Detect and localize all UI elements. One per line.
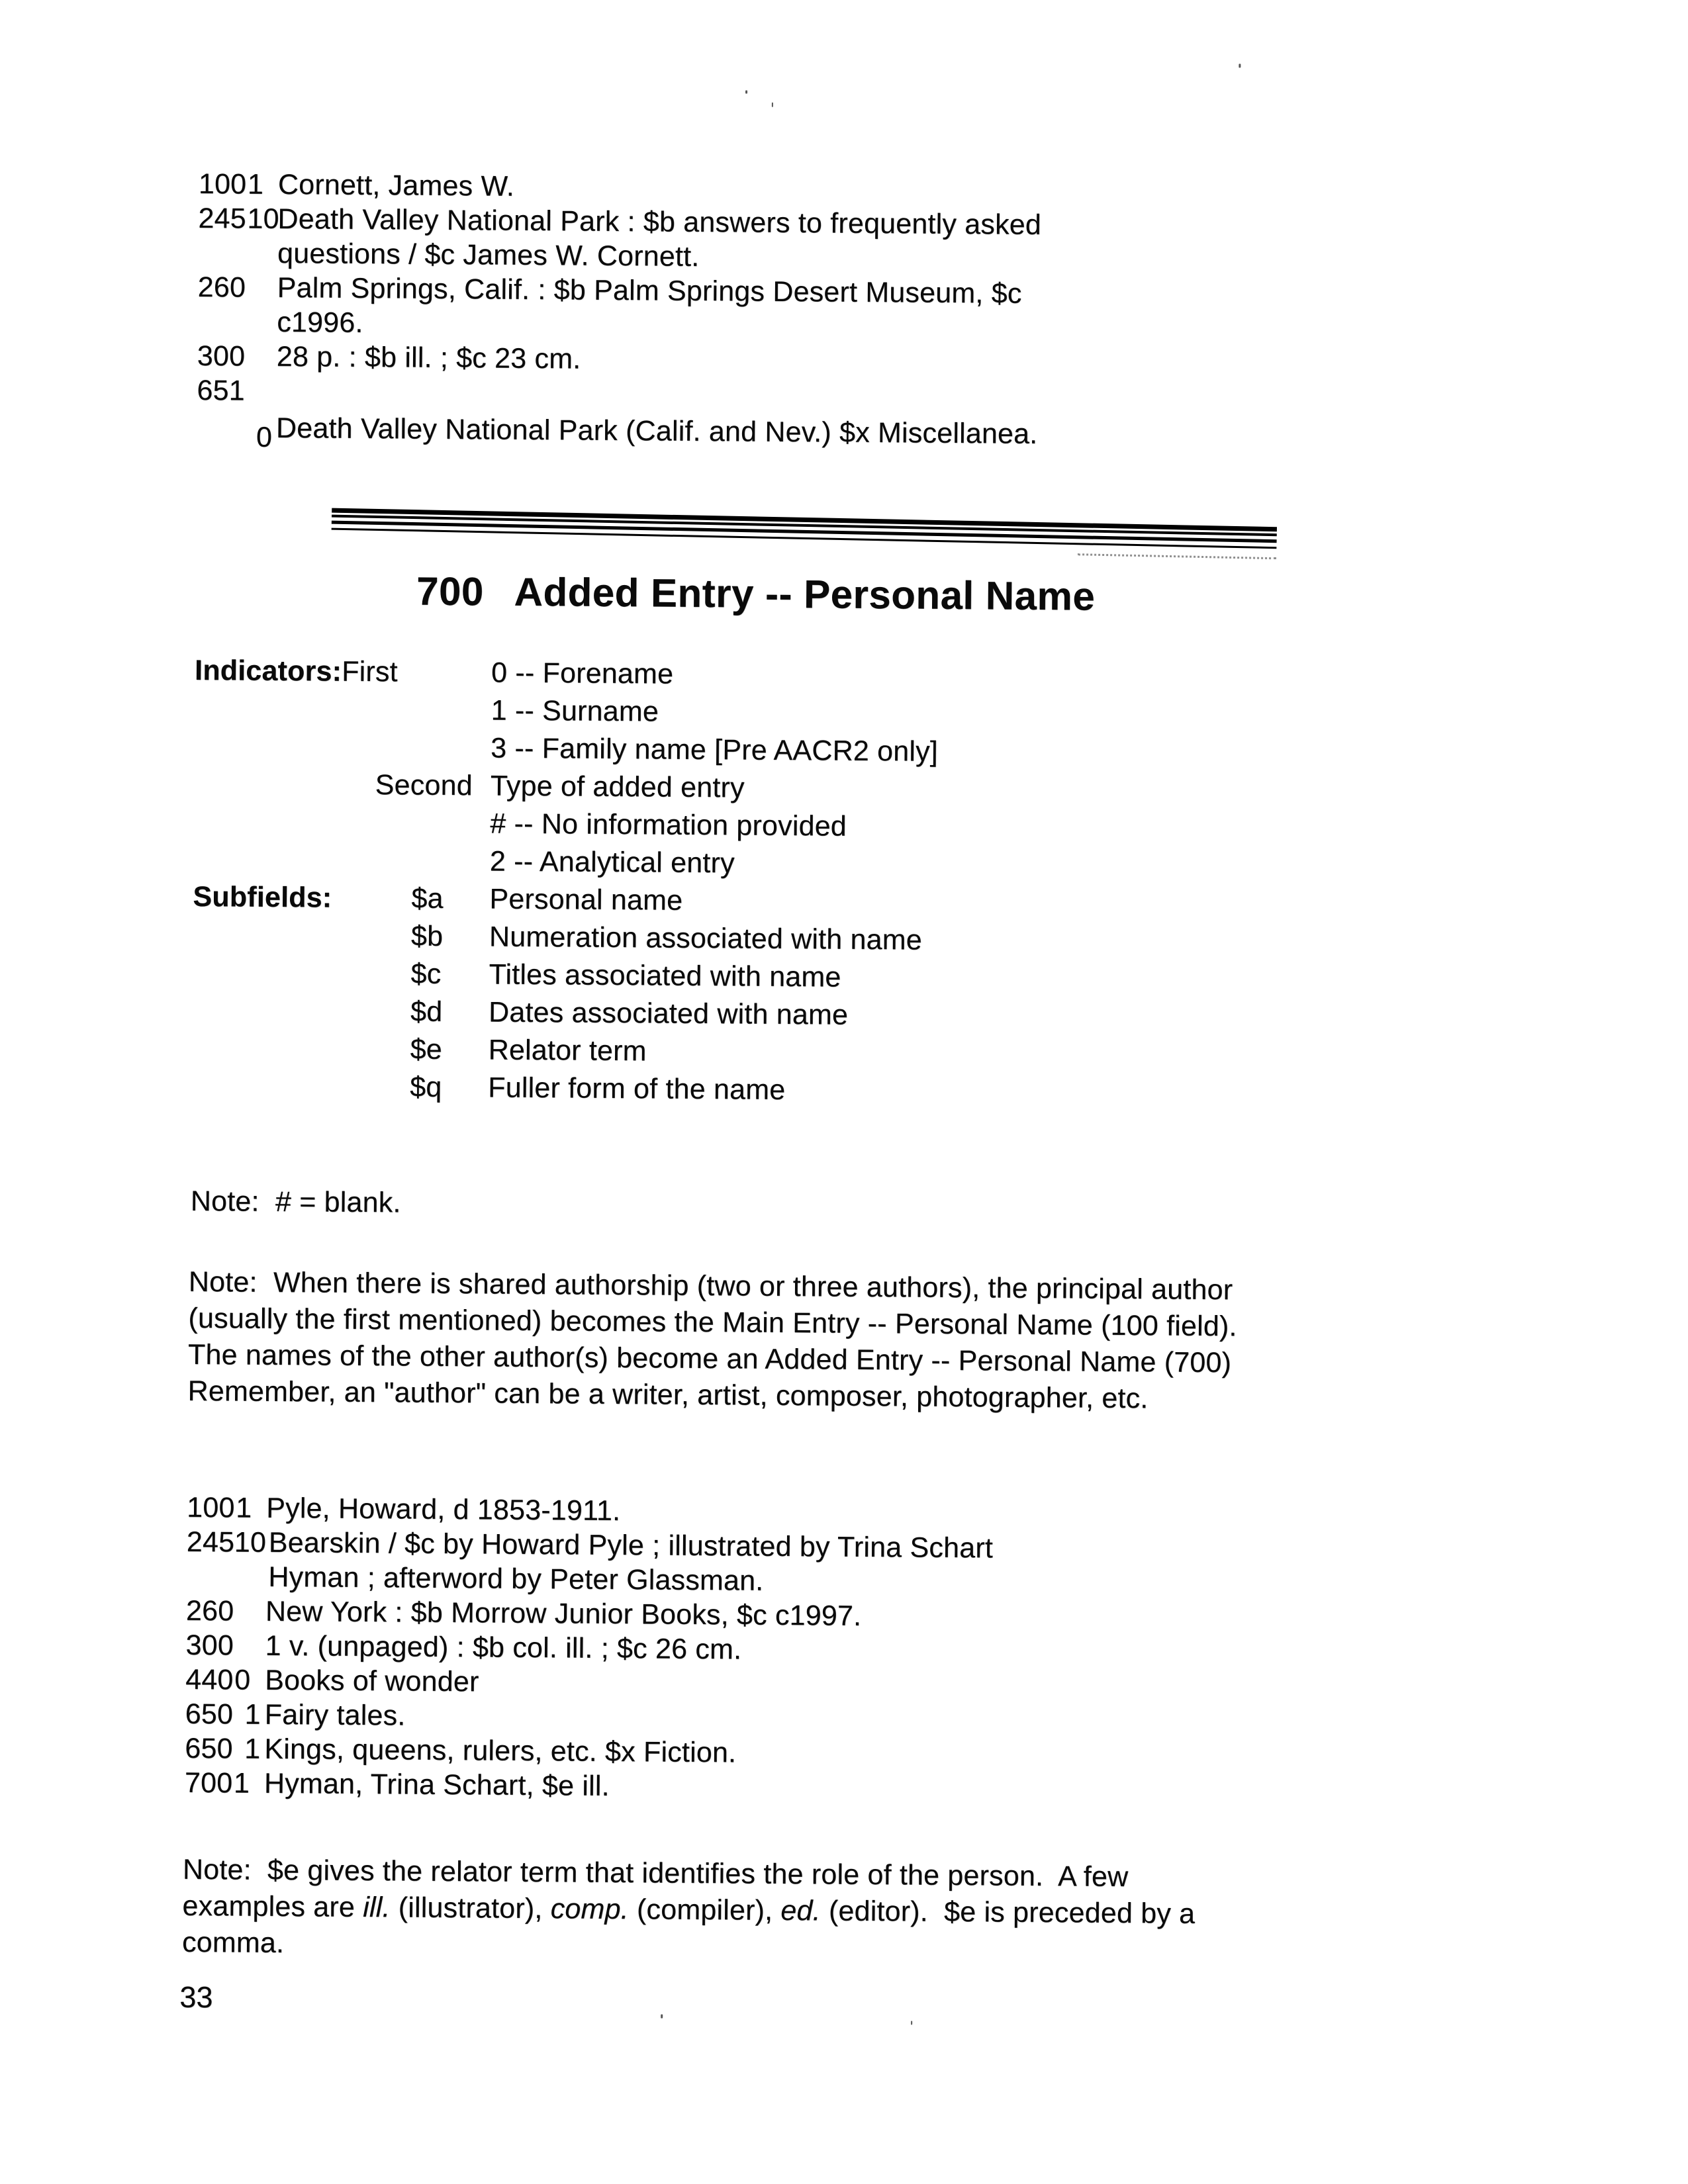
- marc-record-example-2: [185, 1490, 994, 1807]
- spacer-cell: [192, 954, 410, 993]
- marc-field-row: [186, 1594, 993, 1635]
- note-line: comma.: [181, 1926, 285, 1960]
- note-text: (editor). $e is preceded by a: [820, 1895, 1196, 1930]
- note-blank-definition: Note: # = blank.: [190, 1185, 401, 1219]
- scan-speck: [911, 2021, 912, 2025]
- note-line: Remember, an "author" can be a writer, artist, composer, photographer, etc.: [187, 1375, 1149, 1415]
- scan-speck: [772, 103, 773, 107]
- marc-field-row: [185, 1766, 992, 1807]
- marc-field-row: [185, 1628, 992, 1669]
- spacer-cell: [192, 991, 410, 1031]
- note-text: (illustrator),: [390, 1891, 551, 1925]
- field-tag: 700: [184, 1766, 233, 1799]
- heading-title: Added Entry -- Personal Name: [514, 569, 1096, 619]
- dotted-scan-remnant: [1078, 553, 1276, 559]
- field-indicator: 10: [234, 1526, 267, 1559]
- field-text: 28 p. : $b ill. ; $c 23 cm.: [276, 340, 581, 375]
- indicator-option: 2 -- Analytical entry: [489, 845, 735, 880]
- subfield-code: $d: [410, 995, 443, 1028]
- field-indicator: 1: [244, 1733, 261, 1765]
- subfield-description: Fuller form of the name: [488, 1071, 786, 1107]
- note-line: Note: $e gives the relator term that identifies the role of the person. A few: [182, 1853, 1129, 1893]
- subfield-description: Dates associated with name: [488, 996, 849, 1031]
- field-tag: 650: [185, 1732, 233, 1765]
- indicators-section: [193, 652, 1453, 888]
- page-number: 33: [179, 1979, 213, 2015]
- italic-term: ed.: [780, 1894, 821, 1927]
- marc-field-row: [185, 1731, 992, 1772]
- scan-speck: [745, 90, 747, 93]
- italic-term: ill.: [362, 1891, 391, 1924]
- subfields-label: Subfields:: [193, 880, 332, 914]
- field-indicator: 0: [234, 1664, 251, 1696]
- section-divider: [332, 508, 1277, 549]
- heading-field-number: 700: [416, 569, 484, 614]
- field-tag: 245: [198, 202, 247, 235]
- indicator-option: 3 -- Family name [Pre AACR2 only]: [491, 732, 939, 768]
- spacer-cell: [193, 916, 411, 956]
- marc-field-row: [197, 270, 1041, 345]
- scan-speck: [1239, 64, 1241, 68]
- page-heading: [416, 569, 1096, 619]
- indicator-option: 0 -- Forename: [491, 657, 674, 690]
- field-tag: 651: [197, 374, 246, 407]
- field-indicator: 1: [244, 1698, 261, 1731]
- subfield-code: $a: [411, 882, 444, 915]
- italic-term: comp.: [550, 1893, 630, 1926]
- field-text: Palm Springs, Calif. : $b Palm Springs Desert Museum, $c c1996.: [277, 271, 1022, 339]
- subfield-code: $q: [410, 1071, 442, 1103]
- marc-field-row: [185, 1697, 992, 1738]
- field-indicator: 1: [233, 1767, 250, 1799]
- field-tag: 650: [185, 1698, 234, 1731]
- subfield-code: $b: [410, 920, 444, 952]
- spacer-cell: [191, 1029, 410, 1069]
- subfield-description: Titles associated with name: [489, 958, 841, 993]
- field-text: Hyman, Trina Schart, $e ill.: [263, 1767, 610, 1802]
- field-text: New York : $b Morrow Junior Books, $c c1997.: [265, 1595, 862, 1632]
- second-indicator-title: Type of added entry: [490, 770, 745, 804]
- field-tag: 440: [185, 1663, 234, 1696]
- field-text: Death Valley National Park : $b answers to frequently asked questions / $c James W. Cornett.: [277, 203, 1042, 273]
- marc-field-row: [197, 373, 1040, 458]
- field-tag: 260: [185, 1594, 234, 1627]
- subfield-code: $c: [410, 958, 442, 990]
- note-text: examples are: [182, 1889, 363, 1924]
- note-relator-term: [182, 1852, 1196, 1969]
- note-line: Note: When there is shared authorship (two or three authors), the principal author: [188, 1265, 1233, 1306]
- field-indicator: 1: [236, 1492, 252, 1524]
- field-indicator: 10: [247, 203, 279, 235]
- indicators-label-cell: [195, 652, 491, 692]
- marc-field-row: [198, 201, 1041, 277]
- indicator-option: # -- No information provided: [490, 807, 847, 842]
- marc-field-row: [186, 1525, 993, 1600]
- marc-field-row: [187, 1490, 994, 1531]
- note-line: (usually the first mentioned) becomes the Main Entry -- Personal Name (100 field).: [188, 1302, 1237, 1343]
- field-text: Books of wonder: [264, 1664, 479, 1698]
- field-text: Pyle, Howard, d 1853-1911.: [266, 1492, 621, 1527]
- field-text: 1 v. (unpaged) : $b col. ill. ; $c 26 cm.: [265, 1629, 742, 1666]
- spacer-cell: [194, 690, 491, 730]
- field-text: Death Valley National Park (Calif. and Nev.) $x Miscellanea.: [275, 412, 1038, 450]
- second-indicator-label: Second: [375, 769, 473, 802]
- indicators-label: Indicators:: [194, 654, 342, 688]
- subfields-section: [191, 878, 1451, 1115]
- spacer-cell: [191, 1067, 410, 1107]
- field-tag: 300: [185, 1629, 234, 1662]
- field-indicator: 1: [247, 168, 264, 201]
- field-tag: 245: [186, 1525, 235, 1559]
- marc-field-row: [185, 1662, 992, 1704]
- subfield-code: $e: [410, 1033, 443, 1066]
- scan-speck: [661, 2015, 663, 2019]
- field-text: Bearskin / $c by Howard Pyle ; illustrated by Trina Schart Hyman ; afterword by Peter Glassman.: [268, 1526, 994, 1597]
- note-line: The names of the other author(s) become an Added Entry -- Personal Name (700): [187, 1338, 1232, 1379]
- field-tag: 260: [197, 271, 246, 304]
- subfield-description: Personal name: [489, 883, 683, 917]
- spacer-cell: [193, 803, 490, 843]
- note-shared-authorship: [187, 1264, 1237, 1418]
- field-text: Cornett, James W.: [277, 168, 515, 203]
- field-tag: 300: [197, 340, 246, 373]
- indicator-option: 1 -- Surname: [491, 694, 659, 728]
- spacer-cell: [194, 727, 491, 768]
- marc-record-example-1: [197, 167, 1042, 458]
- field-indicator: 0: [256, 421, 273, 453]
- field-text: Kings, queens, rulers, etc. $x Fiction.: [264, 1733, 737, 1769]
- field-text: Fairy tales.: [264, 1698, 406, 1732]
- field-tag: 100: [198, 168, 247, 201]
- subfield-description: Relator term: [488, 1034, 647, 1068]
- note-text: (compiler),: [628, 1893, 781, 1927]
- field-tag: 100: [187, 1491, 235, 1524]
- subfield-description: Numeration associated with name: [489, 921, 923, 956]
- spacer-cell: [193, 841, 490, 881]
- first-indicator-label: First: [341, 655, 398, 688]
